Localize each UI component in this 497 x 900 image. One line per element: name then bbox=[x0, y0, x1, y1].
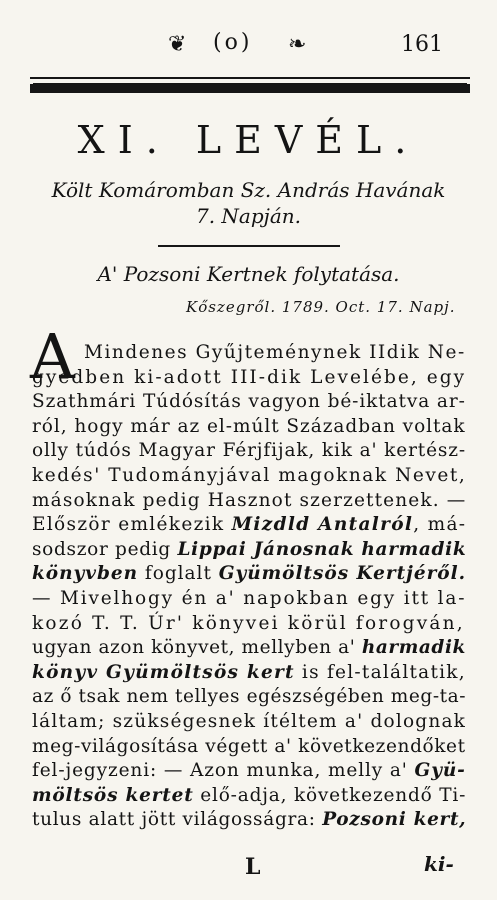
text-run: is fel-találtatik, bbox=[294, 661, 466, 683]
text-run: ugyan azon könyvet, mellyben a' bbox=[32, 637, 362, 659]
text-line bbox=[32, 367, 466, 389]
catchword: ki- bbox=[424, 852, 454, 876]
section-heading: A' Pozsoni Kertnek folytatása. bbox=[97, 262, 400, 286]
header-rule-thin bbox=[30, 77, 470, 79]
text-line bbox=[32, 539, 466, 561]
header-rule-thick bbox=[30, 84, 470, 93]
italic-phrase: Lippai Jánosnak harmadik bbox=[177, 538, 467, 560]
text-run: , má- bbox=[413, 514, 467, 536]
subtitle-line-1: Költ Komáromban Sz. András Havának bbox=[51, 178, 446, 202]
text-line bbox=[32, 563, 466, 585]
text-line bbox=[32, 613, 465, 635]
italic-phrase: Gyümöltsös Kertjéről. bbox=[218, 563, 467, 585]
running-header bbox=[0, 28, 497, 62]
text-line bbox=[32, 465, 466, 487]
text-line bbox=[32, 785, 466, 807]
text-line bbox=[32, 736, 466, 758]
italic-phrase: könyvben bbox=[32, 563, 139, 585]
signature-mark: L bbox=[245, 854, 261, 880]
text-run: másoknak pedig Hasznot szerzettenek. — bbox=[32, 489, 467, 511]
text-run: kozó T. T. Úr' könyvei körül forogván, bbox=[32, 612, 465, 634]
text-run: fel-jegyzeni: — Azon munka, melly a' bbox=[32, 760, 415, 782]
text-run: Szathmári Túdósítás vagyon bé-iktatva ar- bbox=[32, 391, 466, 413]
text-run: olly túdós Magyar Férjfijak, kik a' kertész- bbox=[32, 440, 466, 462]
text-run: meg-világosítása végett a' következendőket bbox=[32, 735, 466, 757]
text-line bbox=[32, 490, 466, 512]
text-run: ról, hogy már az el-múlt Században voltak bbox=[32, 415, 466, 437]
text-line bbox=[84, 342, 466, 364]
text-line bbox=[32, 662, 466, 684]
text-line bbox=[32, 637, 466, 659]
text-run: Először emlékezik bbox=[32, 514, 232, 536]
italic-phrase: harmadik bbox=[361, 637, 466, 659]
text-line bbox=[32, 686, 466, 708]
text-run: foglalt bbox=[138, 563, 219, 585]
section-divider bbox=[158, 245, 340, 247]
letter-title: XI. LEVÉL. bbox=[77, 118, 420, 162]
text-run: elő-adja, következendő Ti- bbox=[193, 784, 467, 806]
text-run: láltam; szükségesnek ítéltem a' dolognak bbox=[32, 711, 467, 732]
dateline: Kőszegről. 1789. Oct. 17. Napj. bbox=[186, 298, 456, 316]
ornament-right-icon: ❧ bbox=[288, 32, 307, 57]
text-line bbox=[32, 711, 466, 733]
text-run: Mindenes Gyűjteménynek IIdik Ne- bbox=[84, 342, 466, 363]
italic-phrase: möltsös kertet bbox=[32, 784, 194, 806]
subtitle-line-2: 7. Napján. bbox=[195, 204, 302, 228]
italic-phrase: Gyü- bbox=[414, 760, 466, 782]
italic-phrase: Mizdld Antalról bbox=[231, 514, 414, 536]
text-run: kedés' Tudományjával magoknak Nevet, bbox=[32, 465, 467, 486]
ornament-left-icon: ❦ bbox=[168, 32, 187, 57]
drop-cap: A bbox=[30, 320, 75, 393]
text-run: tulus alatt jött világosságra: bbox=[32, 809, 323, 831]
text-run: gyedben ki-adott III-dik Levelébe, egy bbox=[32, 366, 467, 388]
text-line bbox=[32, 809, 466, 831]
text-line bbox=[32, 440, 466, 462]
header-center-mark: (o) bbox=[213, 30, 253, 55]
text-line bbox=[32, 391, 466, 413]
text-line bbox=[32, 588, 466, 610]
text-run: — Mivelhogy én a' napokban egy itt la- bbox=[32, 588, 467, 609]
text-run: sodszor pedig bbox=[32, 538, 178, 560]
text-line bbox=[32, 514, 466, 536]
italic-phrase: Pozsoni kert, bbox=[322, 809, 467, 831]
text-line bbox=[32, 416, 466, 438]
italic-phrase: könyv Gyümöltsös kert bbox=[32, 661, 295, 683]
page-number: 161 bbox=[401, 32, 443, 57]
text-line bbox=[32, 760, 466, 782]
text-run: az ő tsak nem tellyes egészségében meg-ta- bbox=[32, 686, 467, 708]
